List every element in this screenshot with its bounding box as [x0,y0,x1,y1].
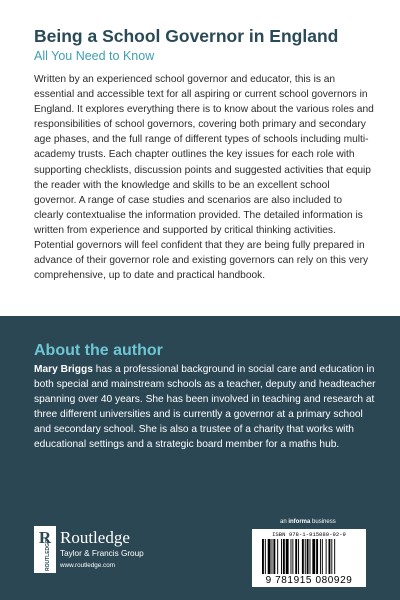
isbn-barcode-box [252,529,366,587]
publisher-name: Routledge [60,528,130,547]
author-name: Mary Briggs [34,364,93,375]
book-subtitle: All You Need to Know [34,49,155,63]
publisher-group: Taylor & Francis Group [60,549,144,558]
book-title: Being a School Governor in England [34,26,339,46]
informa-prefix: an [280,519,289,525]
informa-business-label [280,519,336,525]
barcode-digits: 9 781915 080929 [265,575,353,586]
routledge-logo-icon [34,526,56,573]
author-panel [0,316,400,600]
barcode-icon [262,539,358,574]
author-bio [34,362,376,453]
publisher-url: www.routledge.com [60,562,115,569]
isbn-label: ISBN 978-1-915080-92-9 [272,531,346,538]
author-bio-text: has a professional background in social care and education in both special and mainstream schools as a teacher, deputy and headteacher spanning over 40 years. She has been involved in teaching and research at three different universities and is currently a governor at a primary school and secondary school. She is also a trustee of a charity that works with educational settings and a strategic board member for a maths hub. [34,364,376,451]
logo-side-text: ROUTLEDGE [45,539,51,571]
informa-brand: informa [288,519,311,525]
book-blurb: Written by an experienced school governor and educator, this is an essential and accessible text for all aspiring or current school governors in England. It explores everything there is to know about the various roles and responsibilities of school governors, covering both primary and secondary age phases, and the full range of different types of schools including multi-academy trusts. Each chapter outlines the key issues for each role with supporting checklists, discussion points and suggested activities that equip the reader with the knowledge and skills to be an excellent school governor. A range of case studies and scenarios are also included to clearly contextualise the information provided. The detailed information is written from experience and supported by critical thinking activities. Potential governors will feel confident that they are being fully prepared in advance of their governor role and existing governors can rely on this very comprehensive, up to date and practical handbook. [34,74,374,282]
informa-suffix: business [310,519,336,525]
logo-letter: R [38,528,52,547]
about-author-heading: About the author [34,342,163,359]
